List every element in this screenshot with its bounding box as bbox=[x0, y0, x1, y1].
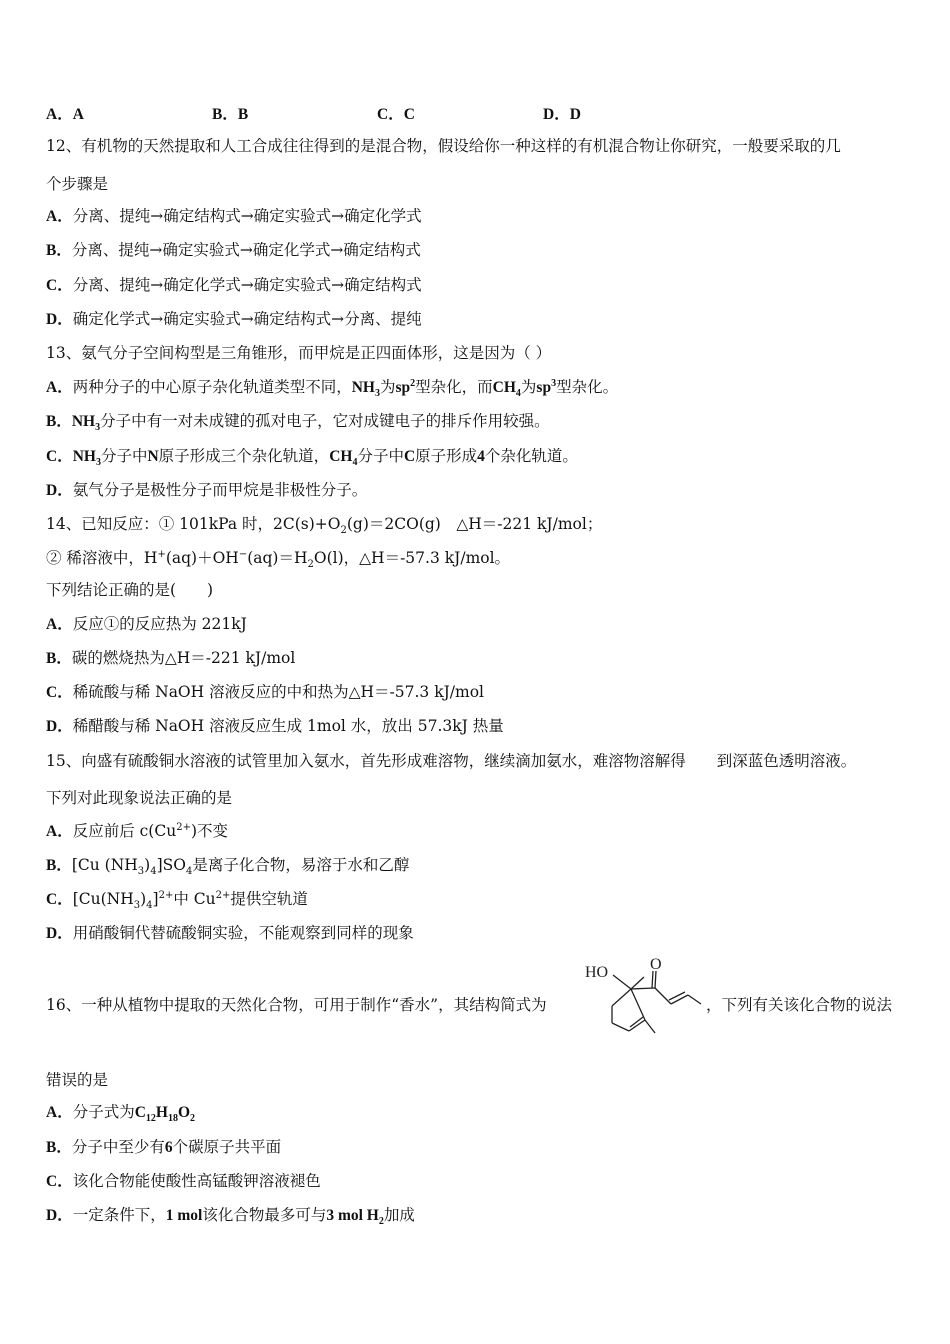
q14-option-a: A．反应①的反应热为 221kJ bbox=[46, 615, 247, 633]
q15-stem: 15、向盛有硫酸铜水溶液的试管里加入氨水，首先形成难溶物，继续滴加氨水，难溶物溶解得 到深蓝色透明溶液。 bbox=[46, 752, 857, 770]
q13-stem: 13、氨气分子空间构型是三角锥形，而甲烷是正四面体形，这是因为（ ） bbox=[46, 344, 552, 362]
q11-option-c: C．C bbox=[377, 106, 415, 123]
q12-option-b: B．分离、提纯→确定实验式→确定化学式→确定结构式 bbox=[46, 241, 421, 259]
q15-option-d: D．用硝酸铜代替硫酸铜实验，不能观察到同样的现象 bbox=[46, 924, 414, 942]
q16-option-c: C．该化合物能使酸性高锰酸钾溶液褪色 bbox=[46, 1172, 321, 1190]
q12-option-d: D．确定化学式→确定实验式→确定结构式→分离、提纯 bbox=[46, 310, 422, 328]
mol-label-o: O bbox=[650, 956, 662, 973]
q16-option-a: A．分子式为$C_{12}H_{18}O_2$ bbox=[46, 1103, 196, 1125]
q15-option-c: C．$[Cu(NH_3)_4]^{2+}$中 $Cu^{2+}$提供空轨道 bbox=[46, 889, 308, 912]
q11-option-d: D．D bbox=[543, 106, 581, 123]
q12-stem-line1: 12、有机物的天然提取和人工合成往往得到的是混合物，假设给你一种这样的有机混合物让你研究，一般要采取的几 bbox=[46, 137, 841, 155]
q12-stem-line2: 个步骤是 bbox=[46, 175, 109, 193]
q16-stem-part3: 错误的是 bbox=[46, 1071, 109, 1089]
q16-stem-part2: ，下列有关该化合物的说法 bbox=[706, 996, 893, 1014]
q13-option-a: A．两种分子的中心原子杂化轨道类型不同，$NH_3$为$sp^2$型杂化，而$CH_4$为$sp^3$型杂化。 bbox=[46, 377, 619, 400]
q16-stem-part1: 16、一种从植物中提取的天然化合物，可用于制作“香水”，其结构简式为 bbox=[46, 996, 547, 1014]
q14-option-b: B．碳的燃烧热为△H＝-221 kJ/mol bbox=[46, 649, 296, 667]
mol-label-ho: HO bbox=[585, 964, 609, 981]
q11-option-b: B．B bbox=[212, 106, 249, 123]
q11-option-a: A．A bbox=[46, 106, 84, 123]
q12-option-a: A．分离、提纯→确定结构式→确定实验式→确定化学式 bbox=[46, 207, 422, 225]
q14-ask: 下列结论正确的是( ) bbox=[46, 581, 214, 599]
q14-option-c: C．稀硫酸与稀 NaOH 溶液反应的中和热为△H＝-57.3 kJ/mol bbox=[46, 683, 485, 701]
q14-reaction-2: ② 稀溶液中，$H^+(aq)+OH^-(aq)=H_2O(l)$，△H＝-57.3 kJ/mol。 bbox=[46, 548, 511, 571]
q12-option-c: C．分离、提纯→确定化学式→确定实验式→确定结构式 bbox=[46, 276, 422, 294]
q16-option-d: D．一定条件下，1 mol该化合物最多可与3 mol $H_2$加成 bbox=[46, 1206, 415, 1228]
structural-formula bbox=[583, 955, 708, 1037]
q13-option-b: B．$NH_3$分子中有一对未成键的孤对电子，它对成键电子的排斥作用较强。 bbox=[46, 412, 550, 434]
q13-option-d: D．氨气分子是极性分子而甲烷是非极性分子。 bbox=[46, 481, 368, 499]
q15-option-b: B．[Cu $(NH_3)_4]SO_4$是离子化合物，易溶于水和乙醇 bbox=[46, 856, 410, 878]
q16-option-b: B．分子中至少有6个碳原子共平面 bbox=[46, 1138, 282, 1156]
q15-option-a: A．反应前后 $c(Cu^{2+})$不变 bbox=[46, 821, 229, 840]
q14-option-d: D．稀醋酸与稀 NaOH 溶液反应生成 1mol 水，放出 57.3kJ 热量 bbox=[46, 717, 504, 735]
q13-option-c: C．$NH_3$分子中N原子形成三个杂化轨道，$CH_4$分子中C原子形成4个杂化轨道。 bbox=[46, 447, 578, 469]
q15-ask: 下列对此现象说法正确的是 bbox=[46, 789, 233, 807]
q14-reaction-1: 14、已知反应：① 101kPa 时，$2C(s)+O_2(g)=2CO(g)$ △H＝-221 kJ/mol； bbox=[46, 515, 603, 537]
